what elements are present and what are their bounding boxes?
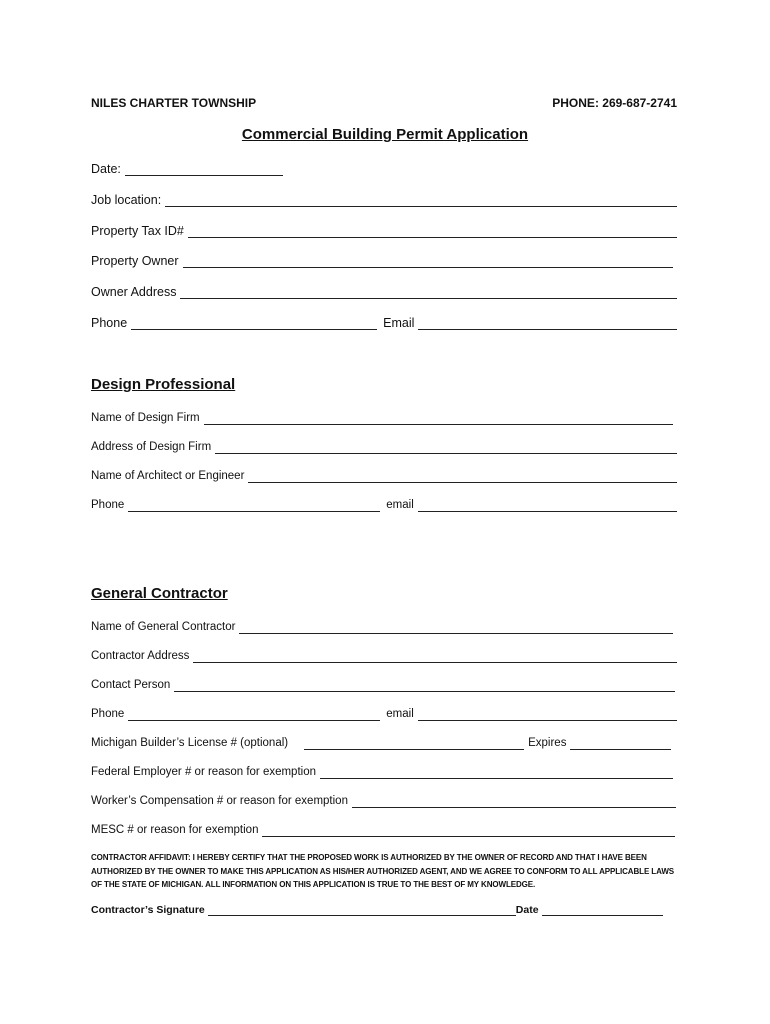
contractor-address-row	[91, 645, 677, 663]
contact-person-row	[91, 674, 675, 692]
builders-license-field[interactable]	[304, 737, 524, 750]
owner-address-label: Owner Address	[91, 285, 177, 299]
federal-employer-label: Federal Employer # or reason for exemption	[91, 766, 316, 778]
tax-id-row	[91, 220, 677, 238]
contact-person-label: Contact Person	[91, 679, 171, 691]
phone-field[interactable]	[131, 317, 377, 330]
design-firm-address-row	[91, 436, 677, 454]
mesc-label: MESC # or reason for exemption	[91, 824, 259, 836]
property-owner-label: Property Owner	[91, 254, 179, 268]
signature-date-field[interactable]	[542, 905, 663, 916]
signature-date-label: Date	[515, 904, 539, 916]
email-field[interactable]	[418, 317, 677, 330]
license-expires-label: Expires	[528, 737, 567, 749]
workers-comp-row	[91, 790, 676, 808]
job-location-row	[91, 189, 677, 207]
design-phone-label: Phone	[91, 499, 125, 511]
contractor-phone-field[interactable]	[128, 708, 380, 721]
workers-comp-field[interactable]	[352, 795, 676, 808]
email-label: Email	[383, 316, 415, 330]
design-firm-label: Name of Design Firm	[91, 412, 200, 424]
contractor-name-field[interactable]	[239, 621, 673, 634]
form-title: Commercial Building Permit Application	[241, 126, 529, 143]
design-phone-field[interactable]	[128, 499, 380, 512]
job-location-field[interactable]	[165, 194, 677, 207]
contractor-phone-email-row	[91, 703, 677, 721]
job-location-label: Job location:	[91, 193, 162, 207]
contractor-phone-label: Phone	[91, 708, 125, 720]
design-firm-row	[91, 407, 673, 425]
design-firm-address-label: Address of Design Firm	[91, 441, 212, 453]
signature-field[interactable]	[208, 905, 516, 916]
builders-license-label: Michigan Builder’s License # (optional)	[91, 737, 289, 749]
phone-label: Phone	[91, 316, 128, 330]
contractor-email-field[interactable]	[418, 708, 677, 721]
general-contractor-heading: General Contractor	[91, 585, 228, 602]
tax-id-label: Property Tax ID#	[91, 224, 184, 238]
federal-employer-field[interactable]	[320, 766, 673, 779]
contractor-address-label: Contractor Address	[91, 650, 190, 662]
mesc-field[interactable]	[262, 824, 675, 837]
architect-row	[91, 465, 677, 483]
contractor-name-label: Name of General Contractor	[91, 621, 236, 633]
design-firm-field[interactable]	[204, 412, 673, 425]
architect-field[interactable]	[248, 470, 677, 483]
township-name: NILES CHARTER TOWNSHIP	[91, 96, 257, 110]
date-label: Date:	[91, 162, 121, 176]
mesc-row	[91, 819, 675, 837]
signature-label: Contractor’s Signature	[91, 904, 205, 916]
owner-address-field[interactable]	[180, 286, 677, 299]
contact-person-field[interactable]	[174, 679, 675, 692]
date-field[interactable]	[125, 163, 283, 176]
date-row	[91, 158, 677, 176]
design-email-field[interactable]	[418, 499, 677, 512]
license-expires-field[interactable]	[570, 737, 671, 750]
property-owner-field[interactable]	[183, 255, 673, 268]
page-header	[91, 96, 677, 112]
design-email-label: email	[386, 499, 414, 511]
architect-label: Name of Architect or Engineer	[91, 470, 245, 482]
contractor-email-label: email	[386, 708, 414, 720]
workers-comp-label: Worker’s Compensation # or reason for exemption	[91, 795, 348, 807]
builders-license-row	[91, 732, 671, 750]
phone-email-row	[91, 312, 677, 330]
tax-id-field[interactable]	[188, 225, 677, 238]
owner-address-row	[91, 281, 677, 299]
signature-row	[91, 900, 663, 916]
contractor-affidavit: CONTRACTOR AFFIDAVIT: I HEREBY CERTIFY THAT THE PROPOSED WORK IS AUTHORIZED BY THE OWNER OF RECORD AND THAT I HAVE BEEN AUTHORIZED BY THE OWNER TO MAKE THIS APPLICATION AS HIS/HER AUTHORIZED AGENT, AND WE AGREE TO CONFORM TO ALL APPLICABLE LAWS OF THE STATE OF MICHIGAN. ALL INFORMATION ON THIS APPLICATION IS TRUE TO THE BEST OF MY KNOWLEDGE.	[91, 853, 675, 889]
property-owner-row	[91, 250, 673, 268]
design-phone-email-row	[91, 494, 677, 512]
design-professional-heading: Design Professional	[91, 376, 236, 393]
contractor-address-field[interactable]	[193, 650, 677, 663]
design-firm-address-field[interactable]	[215, 441, 677, 454]
contractor-name-row	[91, 616, 673, 634]
federal-employer-row	[91, 761, 673, 779]
township-phone: PHONE: 269-687-2741	[552, 96, 677, 110]
